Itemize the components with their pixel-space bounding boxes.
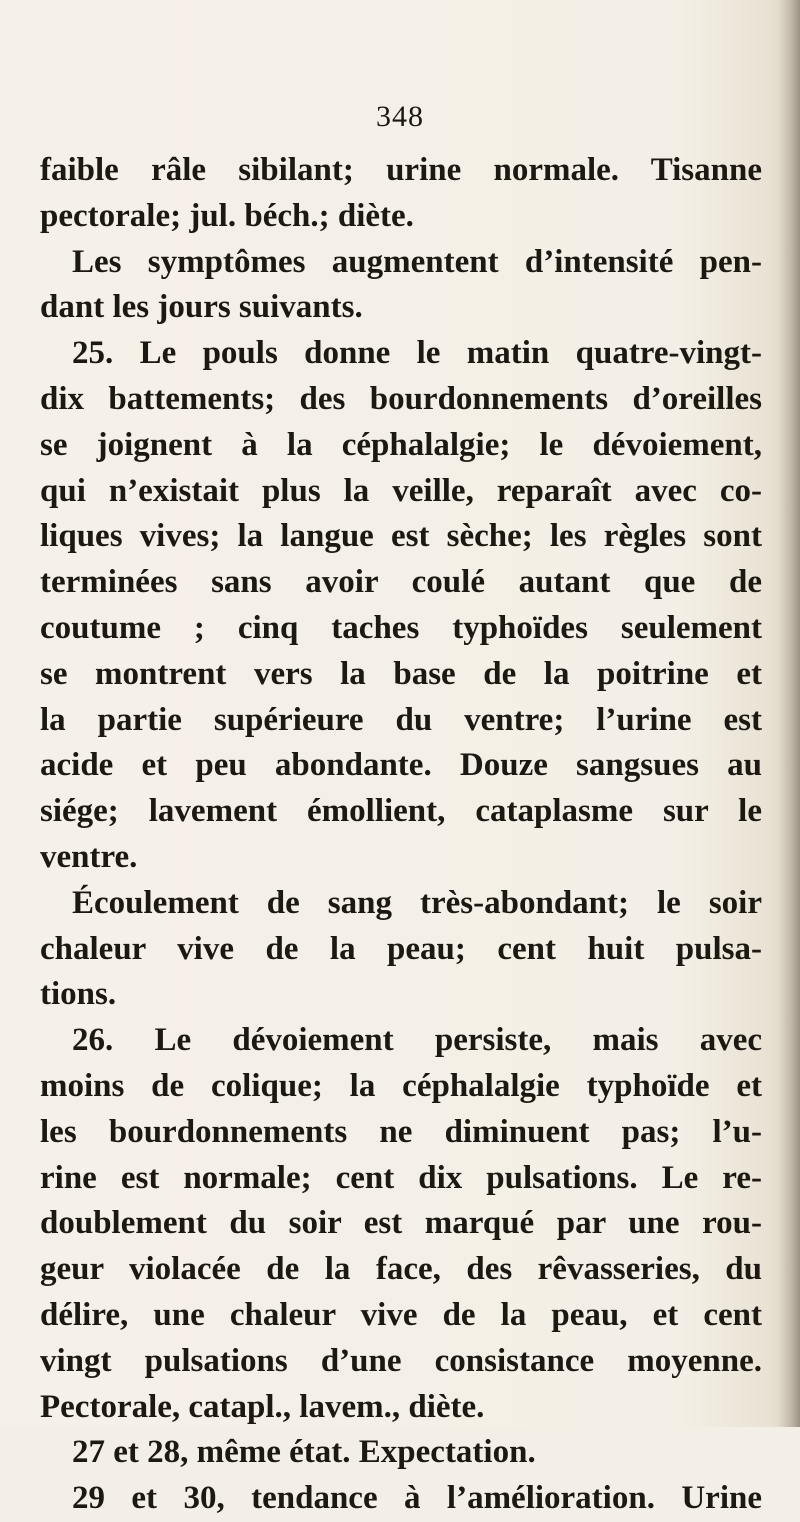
text-line: geur violacée de la face, des rêvasseries, du [40,1251,762,1288]
page-binding-shadow [778,0,800,1427]
text-line: les bourdonnements ne diminuent pas; l’u- [40,1113,762,1150]
text-line: pectorale; jul. béch.; diète. [40,197,414,234]
text-line: 25. Le pouls donne le matin quatre-vingt- [72,335,762,372]
text-line: qui n’existait plus la veille, reparaît avec co- [40,472,762,509]
text-line: Les symptômes augmentent d’intensité pen- [72,243,762,280]
text-line: vingt pulsations d’une consistance moyenne. [40,1342,762,1379]
text-line: ventre. [40,838,138,875]
page-number: 348 [376,100,424,133]
text-line: chaleur vive de la peau; cent huit pulsa- [40,930,762,967]
text-line: tions. [40,976,117,1013]
text-line: doublement du soir est marqué par une rou- [40,1205,762,1242]
text-line: dant les jours suivants. [40,289,363,326]
body-text [40,148,762,1522]
text-line: Écoulement de sang très-abondant; le soir [72,884,762,921]
text-line: siége; lavement émollient, cataplasme sur le [40,793,762,830]
text-line: Pectorale, catapl., lavem., diète. [40,1388,485,1425]
text-line: rine est normale; cent dix pulsations. Le re- [40,1159,762,1196]
text-line: terminées sans avoir coulé autant que de [40,564,762,601]
text-line: la partie supérieure du ventre; l’urine est [40,701,762,738]
text-line: coutume ; cinq taches typhoïdes seulement [40,609,762,646]
text-line: dix battements; des bourdonnements d’oreilles [40,380,762,417]
text-line: acide et peu abondante. Douze sangsues au [40,747,762,784]
text-line: faible râle sibilant; urine normale. Tisanne [40,152,762,188]
text-line: 26. Le dévoiement persiste, mais avec [72,1022,762,1059]
text-line: moins de colique; la céphalalgie typhoïde et [40,1067,762,1104]
text-line: 27 et 28, même état. Expectation. [72,1434,536,1471]
text-line: délire, une chaleur vive de la peau, et cent [40,1296,762,1333]
text-line: liques vives; la langue est sèche; les règles sont [40,518,762,555]
text-line: se joignent à la céphalalgie; le dévoiement, [40,426,762,463]
text-line: se montrent vers la base de la poitrine et [40,655,762,692]
text-line: 29 et 30, tendance à l’amélioration. Urine [72,1480,762,1517]
